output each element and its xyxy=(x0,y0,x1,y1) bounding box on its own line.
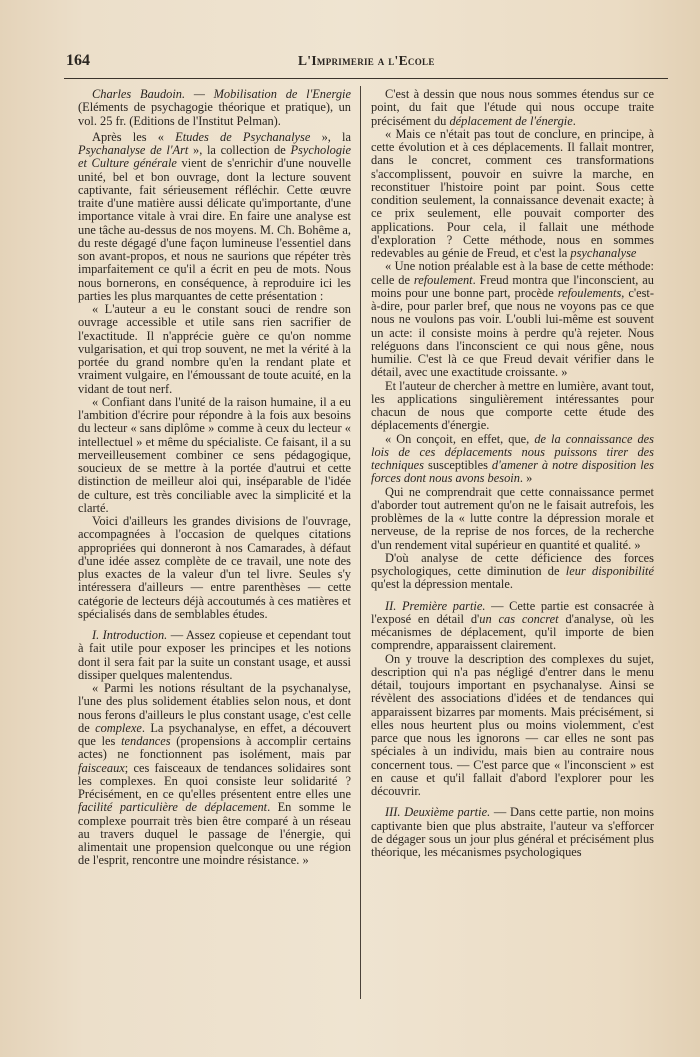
book-title: Charles Baudoin. — Mobilisation de l'Energie xyxy=(92,88,351,101)
page-number: 164 xyxy=(66,52,90,69)
page-header xyxy=(66,52,664,72)
paragraph: D'où analyse de cette déficience des forces psychologiques, cette diminution de leur disponibilité qu'est la dépression mentale. xyxy=(371,550,654,592)
quote-paragraph: « Confiant dans l'unité de la raison humaine, il a eu l'ambition d'écrire pour répondre à la fois aux besoins du lecteur « sans diplôme » comme à ceux du lecteur « intellectuel » et même du spécialiste. Ce faisant, il a su merveilleusement combiner ce sens pédagogique, soucieux de se mettre à la portée d'autrui et cette distinction de meilleur aloi qui, inséparable de l'idée de culture, est très conciliable avec la simplicité et la clarté. xyxy=(78,394,351,515)
section-second-part: III. Deuxième partie. — Dans cette partie, non moins captivante bien que plus abstraite, l'auteur va s'efforcer de dégager sous un jour plus général et précisément plus théorique, les mécanismes psychologiques xyxy=(371,805,654,859)
book-reference xyxy=(78,88,351,128)
section-first-part: II. Première partie. — Cette partie est consacrée à l'exposé en détail d'un cas concret d'analyse, où les mécanismes de déplacement, qu'il importe de bien comprendre, apparaissent clairement. xyxy=(371,598,654,653)
section-heading: III. Deuxième partie. xyxy=(385,805,491,820)
header-rule xyxy=(64,78,668,79)
book-details: (Eléments de psychagogie théorique et pratique), un vol. 25 fr. (Editions de l'Institut Pelman). xyxy=(78,100,351,128)
section-heading: II. Première partie. xyxy=(385,598,486,613)
section-heading: I. Introduction. xyxy=(92,628,168,642)
quote-paragraph: « Mais ce n'était pas tout de conclure, en principe, à cette évolution et à ces déplacements. Il fallait montrer, dans le concret, comment ces transformations s'accomplissent, pouvoir en suivre la marche, en reconstituer l'histoire point par point. Sous cette condition seulement, la connaissance devenait exacte; à ce prix seulement, elle pouvait comporter des applications. Pour cela, il fallait une méthode d'exploration ? Cette méthode, nous en sommes redevables au génie de Freud, et c'est la psychanalyse xyxy=(371,126,654,260)
paragraph: Qui ne comprendrait que cette connaissance permet d'aborder tout autrement qu'on ne le faisait autrefois, les problèmes de la « lutte contre la dépression morale et nerveuse, de la reprise de nos forces, de la recherche d'un rendement vital supérieur en quantité et qualité. » xyxy=(371,484,654,552)
paragraph: Et l'auteur de chercher à mettre en lumière, avant tout, les applications singulièrement intéressantes pour chacun de nous que comporte cette étude des déplacements d'énergie. xyxy=(371,378,654,433)
paragraph: On y trouve la description des complexes du sujet, description qui n'a pas négligé d'entrer dans le menu détail, toujours important en psychanalyse. Ainsi se révèlent des associations d'idées et de tendances qui apparaissent bizarres par moments. Mais précisément, si elles nous heurtent plus ou moins violemment, c'est parce que nous les ignorons — car elles ne sont pas spéciales à un individu, mais bien au contraire nous concernent tous. — C'est parce que « l'inconscient » est en cause et qu'il fallait d'abord l'explorer pour les découvrir. xyxy=(371,651,654,798)
paragraph: Après les « Etudes de Psychanalyse », la Psychanalyse de l'Art », la collection de Psychologie et Culture générale vient de s'enrichir d'une nouvelle unité, bel et bon ouvrage, dont la lecture souvent captivante, fait sérieusement réfléchir. Cette œuvre traite d'une matière aussi délicate qu'importante, d'une importance vitale à vrai dire. En faire une analyse est une tâche au-dessus de nos moyens. M. Ch. Bohême a, du reste dégagé d'une façon lumineuse l'essentiel dans son avant-propos, et nous ne saurions que répéter très imparfaitement ce qu'il a écrit en peu de mots. Nous nous bornerons, en conséquence, à reproduire ici les parties les plus marquantes de cette présentation : xyxy=(78,129,351,303)
quote-paragraph: « L'auteur a eu le constant souci de rendre son ouvrage accessible et utile sans rien sacrifier de l'exactitude. Il n'apprécie guère ce qu'on nomme vulgarisation, et qui trop souvent, ne met la vérité à la portée du grand nombre qu'en la rendant plate et vraiment vulgaire, en l'émoussant de toute acuité, en la vidant de tout nerf. xyxy=(78,302,351,396)
quote-paragraph: « On conçoit, en effet, que, de la connaissance des lois de ces déplacements nous puissons tirer des techniques susceptibles d'amener à notre disposition les forces dont nous avons besoin. » xyxy=(371,431,654,486)
section-introduction: I. Introduction. — Assez copieuse et cependant tout à fait utile pour exposer les principes et les notions dont il sera fait par la suite un constant usage, et aussi dissiper quelques malentendus. xyxy=(78,628,351,682)
quote-paragraph: « Parmi les notions résultant de la psychanalyse, l'une des plus solidement établies selon nous, et dont nous ferons d'ailleurs le plus constant usage, c'est celle de complexe. La psychanalyse, en effet, a découvert que les tendances (propensions à accomplir certains actes) ne fonctionnent pas isolément, mais par faisceaux; ces faisceaux de tendances solidaires sont les complexes. En quoi consiste leur solidarité ? Précisément, en ce qu'elles présentent entre elles une facilité particulière de déplacement. En somme le complexe pourrait très bien être comparé à un réseau au travers duquel le passage de l'énergie, qui alimentait une propension quelconque ou une région de l'esprit, rencontre une moindre résistance. » xyxy=(78,681,351,868)
running-title: L'Imprimerie a l'Ecole xyxy=(298,53,435,68)
column-divider xyxy=(360,86,361,999)
left-column xyxy=(78,88,351,997)
quote-paragraph: « Une notion préalable est à la base de cette méthode: celle de refoulement. Freud montra que l'inconscient, au moins pour une bonne part, procède refoulements, c'est-à-dire, pour parler bref, que nous ne voyons pas ce que nous ne voulons pas voir. L'oubli lui-même est souvent un acte: il consiste moins à perdre qu'à rejeter. Nous reléguons dans l'inconscient ce qui nous gêne, nous humilie. C'est là ce que Freud devait vérifier dans le détail, avec une exactitude croissante. » xyxy=(371,259,654,380)
paragraph: C'est à dessin que nous nous sommes étendus sur ce point, du fait que l'étude qui nous occupe traite précisément du déplacement de l'énergie. xyxy=(371,88,654,128)
right-column xyxy=(371,88,654,997)
paragraph: Voici d'ailleurs les grandes divisions de l'ouvrage, accompagnées à l'occasion de quelques citations appropriées qui donneront à nos Camarades, à défaut d'une idée assez complète de ce travail, une note des plus exactes de la valeur d'un tel livre. Seules s'y intéressera d'ailleurs — entre parenthèses — cette catégorie de lecteurs déjà accoutumés à ces matières et spécialisés dans de semblables études. xyxy=(78,514,351,621)
